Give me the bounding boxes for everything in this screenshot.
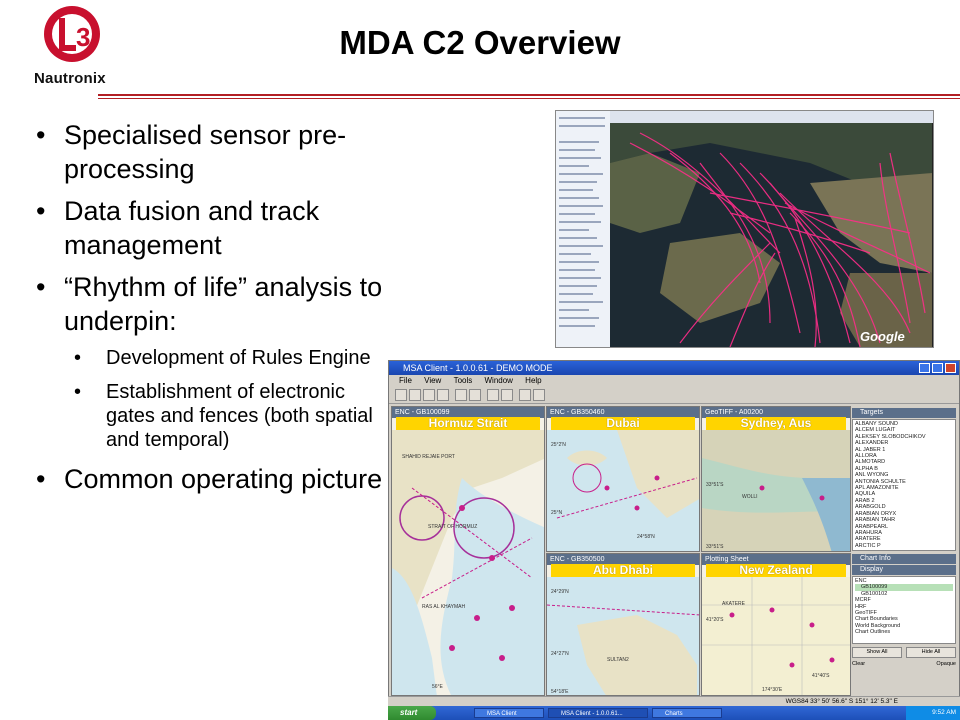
list-item[interactable]: ARCTIC P — [855, 542, 881, 549]
list-item[interactable]: ARABGOLD — [855, 504, 886, 511]
svg-text:24°58'N: 24°58'N — [637, 534, 655, 540]
chart-pane-new-zealand[interactable] — [701, 553, 851, 696]
dubai-chart — [547, 418, 700, 552]
display-header[interactable]: Display — [852, 565, 956, 575]
msa-toolbar — [389, 387, 959, 404]
pane-header: Plotting Sheet — [702, 554, 850, 565]
ge-satellite-map — [610, 123, 932, 347]
hormuz-chart — [392, 418, 545, 696]
msa-menu-bar — [389, 375, 959, 387]
list-item[interactable]: ARABIAN ORYX — [855, 510, 897, 517]
tree-item[interactable]: GeoTIFF — [855, 610, 878, 617]
list-item[interactable]: ALCEM LUGAIT — [855, 427, 896, 434]
sub-bullet-item: • Establishment of electronic gates and fences (both spatial and temporal) — [66, 380, 384, 452]
pane-label: Sydney, Aus — [706, 417, 846, 430]
chart-info-header[interactable]: Chart Info — [852, 554, 956, 564]
list-item[interactable]: ARABPEARL — [855, 523, 889, 530]
ge-places-panel — [556, 111, 611, 347]
svg-text:25°2'N: 25°2'N — [551, 442, 566, 448]
zoom-in-icon[interactable] — [409, 389, 421, 401]
bullet-item: • “Rhythm of life” analysis to underpin: — [34, 270, 384, 338]
svg-text:56°E: 56°E — [432, 684, 443, 690]
svg-text:54°18'E: 54°18'E — [551, 689, 569, 695]
pane-header: GeoTIFF - A00200 — [702, 407, 850, 418]
pane-header: ENC - GB100099 — [392, 407, 544, 418]
hide-all-button[interactable]: Hide All — [906, 647, 956, 658]
pane-label: Hormuz Strait — [396, 417, 540, 430]
bullet-list — [34, 118, 384, 504]
list-item[interactable]: ANTONIA SCHULTE — [855, 478, 906, 485]
tree-item[interactable]: Chart Boundaries — [855, 616, 898, 623]
svg-text:33°51'S: 33°51'S — [706, 544, 724, 550]
svg-text:24°27'N: 24°27'N — [551, 651, 569, 657]
msa-window-title: MSA Client - 1.0.0.61 - DEMO MODE — [403, 363, 553, 373]
measure-icon[interactable] — [469, 389, 481, 401]
list-item[interactable]: ALEXANDER — [855, 440, 889, 447]
abu-dhabi-chart — [547, 565, 700, 696]
chart-pane-sydney[interactable] — [701, 406, 851, 552]
zoom-out-icon[interactable] — [423, 389, 435, 401]
pane-label: New Zealand — [706, 564, 846, 577]
menu-tools[interactable]: Tools — [453, 376, 473, 385]
ge-toolbar — [610, 111, 933, 123]
list-item[interactable]: ARAHURA — [855, 529, 882, 536]
msa-side-panel — [852, 408, 956, 698]
svg-text:AKATERE: AKATERE — [722, 601, 745, 607]
tree-item[interactable]: Chart Outlines — [855, 629, 891, 636]
sub-bullet-list — [34, 346, 384, 452]
opacity-slider[interactable] — [852, 661, 956, 667]
settings-icon[interactable] — [533, 389, 545, 401]
chart-pane-dubai[interactable] — [546, 406, 700, 552]
list-item[interactable]: ALBANY SOUND — [855, 421, 898, 427]
start-button[interactable]: start — [388, 706, 436, 720]
display-buttons — [852, 647, 956, 658]
page-title: MDA C2 Overview — [339, 24, 621, 61]
svg-text:STRAIT OF HORMUZ: STRAIT OF HORMUZ — [428, 524, 478, 530]
svg-text:174°30'E: 174°30'E — [762, 687, 783, 693]
bullet-item: • Data fusion and track management — [34, 194, 384, 262]
taskbar-item[interactable]: MSA Client — [474, 708, 544, 718]
svg-text:SULTAN2: SULTAN2 — [607, 657, 629, 663]
menu-help[interactable]: Help — [525, 376, 542, 385]
opaque-label: Opaque — [936, 661, 956, 667]
menu-file[interactable]: File — [399, 376, 412, 385]
svg-text:3: 3 — [76, 22, 91, 52]
bullet-item: • Common operating picture — [34, 462, 384, 496]
taskbar-item[interactable]: MSA Client - 1.0.0.61... — [548, 708, 648, 718]
refresh-icon[interactable] — [501, 389, 513, 401]
pan-icon[interactable] — [455, 389, 467, 401]
new-zealand-chart — [702, 565, 851, 696]
list-item[interactable]: ANL WYONG — [855, 472, 889, 479]
sydney-chart — [702, 418, 851, 552]
header-divider-thin — [98, 98, 960, 99]
list-item[interactable]: ARAB 2 — [855, 497, 875, 504]
chart-pane-hormuz[interactable] — [391, 406, 545, 696]
tree-item[interactable]: HRF — [855, 603, 867, 610]
maximize-icon[interactable] — [932, 363, 943, 373]
list-item[interactable]: ARATERE — [855, 536, 881, 543]
list-item[interactable]: ALEKSEY SLOBODCHIKOV — [855, 433, 926, 440]
svg-text:24°29'N: 24°29'N — [551, 589, 569, 595]
zoom-box-icon[interactable] — [437, 389, 449, 401]
msa-title-bar — [389, 361, 959, 375]
chart-pane-abu-dhabi[interactable] — [546, 553, 700, 696]
svg-text:RAS AL KHAYMAH: RAS AL KHAYMAH — [422, 604, 466, 610]
svg-text:41°20'S: 41°20'S — [706, 617, 724, 623]
tree-item[interactable]: GB100099 — [855, 584, 953, 590]
bullet-item: • Specialised sensor pre-processing — [34, 118, 384, 186]
targets-list[interactable] — [852, 419, 956, 551]
close-icon[interactable] — [945, 363, 956, 373]
tree-item[interactable]: GB100102 — [861, 590, 888, 597]
google-watermark: Google — [860, 329, 905, 344]
menu-view[interactable]: View — [424, 376, 442, 385]
header-divider — [98, 94, 960, 96]
coordinate-status: WGS84 33° 50' 56.6" S 151° 12' 5.3" E — [388, 696, 960, 706]
svg-text:41°40'S: 41°40'S — [812, 673, 830, 679]
list-item[interactable]: ALPHA B — [855, 465, 878, 472]
logo-subtitle: Nautronix — [34, 70, 106, 87]
show-all-button[interactable]: Show All — [852, 647, 902, 658]
window-controls — [919, 363, 956, 373]
list-item[interactable]: AL JABER 1 — [855, 446, 886, 453]
taskbar-item[interactable]: Charts — [652, 708, 722, 718]
svg-text:33°51'S: 33°51'S — [706, 482, 724, 488]
pane-header: ENC - GB350460 — [547, 407, 699, 418]
pane-label: Dubai — [551, 417, 695, 430]
list-item[interactable]: ARABIAN TAHR — [855, 517, 896, 524]
sub-bullet-item: • Development of Rules Engine — [66, 346, 384, 370]
layers-icon[interactable] — [487, 389, 499, 401]
tree-item[interactable]: ENC — [855, 578, 867, 584]
google-earth-screenshot — [555, 110, 934, 348]
taskbar-clock: 9:52 AM — [906, 706, 960, 720]
clear-label: Clear — [852, 661, 866, 667]
display-tree[interactable] — [852, 576, 956, 644]
print-icon[interactable] — [519, 389, 531, 401]
tree-item[interactable]: World Background — [855, 622, 901, 629]
list-item[interactable]: AQUILA — [855, 491, 876, 498]
menu-window[interactable]: Window — [484, 376, 513, 385]
pane-label: Abu Dhabi — [551, 564, 695, 577]
targets-header[interactable]: Targets — [852, 408, 956, 418]
tree-item[interactable]: MCRF — [855, 597, 871, 604]
list-item[interactable]: ALLORA — [855, 453, 877, 460]
svg-text:25°N: 25°N — [551, 510, 563, 516]
minimize-icon[interactable] — [919, 363, 930, 373]
list-item[interactable]: ALMOTARD — [855, 459, 886, 466]
open-icon[interactable] — [395, 389, 407, 401]
pane-header: ENC - GB350500 — [547, 554, 699, 565]
list-item[interactable]: APL AMAZONITE — [855, 485, 899, 492]
svg-text:SHAHID REJAIE PORT: SHAHID REJAIE PORT — [402, 454, 455, 460]
svg-text:WOLLI: WOLLI — [742, 494, 758, 500]
